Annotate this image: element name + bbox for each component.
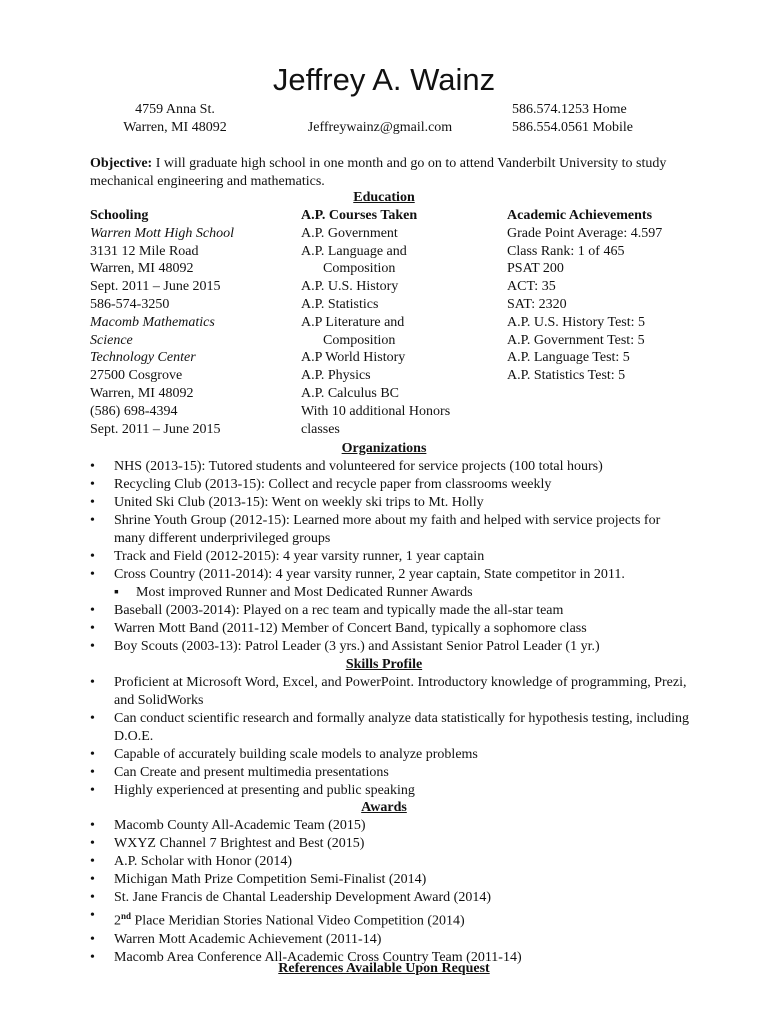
ap-course: With 10 additional Honors bbox=[301, 403, 451, 419]
schooling-heading: Schooling bbox=[90, 208, 149, 223]
achievement: ACT: 35 bbox=[507, 279, 556, 295]
list-subitem: ▪ Most improved Runner and Most Dedicated Runner Awards bbox=[90, 584, 690, 602]
objective-label: Objective: bbox=[90, 156, 153, 171]
ap-course: Composition bbox=[323, 261, 396, 277]
ap-courses-column bbox=[301, 207, 450, 438]
awards-list bbox=[90, 817, 690, 967]
organizations-list bbox=[90, 458, 690, 656]
schooling-column bbox=[90, 207, 234, 438]
list-item: • Can Create and present multimedia presentations bbox=[90, 764, 690, 782]
list-item: • Warren Mott Academic Achievement (2011-14) bbox=[90, 931, 690, 949]
references-note: References Available Upon Request bbox=[278, 961, 490, 976]
ap-course: A.P. Language and bbox=[301, 243, 407, 259]
list-item: • WXYZ Channel 7 Brightest and Best (2015) bbox=[90, 835, 690, 853]
resume-name: Jeffrey A. Wainz bbox=[272, 62, 496, 97]
email-address: Jeffreywainz@gmail.com bbox=[307, 120, 453, 135]
ap-course: A.P. Government bbox=[301, 225, 398, 241]
achievement: Grade Point Average: 4.597 bbox=[507, 225, 663, 241]
skills-list bbox=[90, 674, 690, 800]
ap-courses-heading: A.P. Courses Taken bbox=[301, 208, 418, 223]
school-line: 586-574-3250 bbox=[90, 296, 170, 312]
education-heading: Education bbox=[353, 190, 415, 205]
address-line-2: Warren, MI 48092 bbox=[123, 120, 227, 135]
school-line: 3131 12 Mile Road bbox=[90, 243, 199, 259]
list-item: • Baseball (2003-2014): Played on a rec team and typically made the all-star team bbox=[90, 602, 690, 620]
list-item: • Shrine Youth Group (2012-15): Learned more about my faith and helped with service projects for many different underprivileged groups bbox=[90, 512, 690, 548]
achievement: A.P. U.S. History Test: 5 bbox=[507, 314, 646, 330]
school-line: Warren, MI 48092 bbox=[90, 261, 194, 277]
list-item: • A.P. Scholar with Honor (2014) bbox=[90, 853, 690, 871]
list-item: • Warren Mott Band (2011-12) Member of Concert Band, typically a sophomore class bbox=[90, 620, 690, 638]
skills-heading: Skills Profile bbox=[345, 657, 423, 672]
school-name: Technology Center bbox=[90, 350, 196, 366]
school-line: 27500 Cosgrove bbox=[90, 368, 183, 384]
list-item: • United Ski Club (2013-15): Went on weekly ski trips to Mt. Holly bbox=[90, 494, 690, 512]
ap-course: classes bbox=[301, 421, 340, 437]
list-item: • Macomb County All-Academic Team (2015) bbox=[90, 817, 690, 835]
ap-course: A.P. Physics bbox=[301, 368, 371, 384]
mobile-phone: 586.554.0561 Mobile bbox=[512, 120, 633, 135]
home-phone: 586.574.1253 Home bbox=[512, 102, 627, 117]
ap-course: A.P World History bbox=[301, 350, 406, 366]
school-name: Warren Mott High School bbox=[90, 225, 235, 241]
ap-course: Composition bbox=[323, 332, 396, 348]
objective-text: I will graduate high school in one month and go on to attend Vanderbilt University to study mechanical engineering and mathematics. bbox=[90, 156, 667, 189]
list-item: • St. Jane Francis de Chantal Leadership Development Award (2014) bbox=[90, 889, 690, 907]
list-item: • Proficient at Microsoft Word, Excel, and PowerPoint. Introductory knowledge of programming, Prezi, and SolidWorks bbox=[90, 674, 690, 710]
school-name: Science bbox=[90, 332, 133, 348]
school-line: Warren, MI 48092 bbox=[90, 385, 194, 401]
award-place-number: 2 bbox=[114, 913, 121, 929]
awards-heading: Awards bbox=[361, 800, 407, 815]
achievement: A.P. Language Test: 5 bbox=[507, 350, 630, 366]
list-item: • NHS (2013-15): Tutored students and volunteered for service projects (100 total hours) bbox=[90, 458, 690, 476]
achievement: A.P. Government Test: 5 bbox=[507, 332, 645, 348]
list-item: • Track and Field (2012-2015): 4 year varsity runner, 1 year captain bbox=[90, 548, 690, 566]
achievements-heading: Academic Achievements bbox=[507, 208, 653, 223]
school-line: Sept. 2011 – June 2015 bbox=[90, 279, 221, 295]
list-item: • Can conduct scientific research and formally analyze data statistically for hypothesis testing, including D.O.E. bbox=[90, 710, 690, 746]
ap-course: A.P Literature and bbox=[301, 314, 405, 330]
list-item: • Highly experienced at presenting and public speaking bbox=[90, 782, 690, 800]
list-item: • Macomb Area Conference All-Academic Cross Country Team (2011-14) bbox=[90, 949, 690, 967]
achievement: SAT: 2320 bbox=[507, 296, 567, 312]
achievement: Class Rank: 1 of 465 bbox=[507, 243, 625, 259]
list-item: • Michigan Math Prize Competition Semi-Finalist (2014) bbox=[90, 871, 690, 889]
list-item bbox=[90, 907, 690, 931]
ap-course: A.P. Statistics bbox=[301, 296, 379, 312]
school-line: Sept. 2011 – June 2015 bbox=[90, 421, 221, 437]
achievements-column bbox=[507, 207, 662, 385]
objective bbox=[90, 155, 690, 191]
list-item: • Boy Scouts (2003-13): Patrol Leader (3 yrs.) and Assistant Senior Patrol Leader (1 yr.) bbox=[90, 638, 690, 656]
ap-course: A.P. U.S. History bbox=[301, 279, 399, 295]
organizations-heading: Organizations bbox=[341, 441, 427, 456]
ap-course: A.P. Calculus BC bbox=[301, 385, 400, 401]
list-item: • Cross Country (2011-2014): 4 year varsity runner, 2 year captain, State competitor in 2011. bbox=[90, 566, 690, 584]
list-item: • Recycling Club (2013-15): Collect and recycle paper from classrooms weekly bbox=[90, 476, 690, 494]
achievement: PSAT 200 bbox=[507, 261, 564, 277]
achievement: A.P. Statistics Test: 5 bbox=[507, 368, 626, 384]
school-name: Macomb Mathematics bbox=[90, 314, 215, 330]
school-line: (586) 698-4394 bbox=[90, 403, 178, 419]
address-line-1: 4759 Anna St. bbox=[135, 102, 215, 117]
award-text: Place Meridian Stories National Video Competition (2014) bbox=[131, 913, 465, 929]
list-item: • Capable of accurately building scale models to analyze problems bbox=[90, 746, 690, 764]
award-place-suffix: nd bbox=[121, 911, 132, 921]
